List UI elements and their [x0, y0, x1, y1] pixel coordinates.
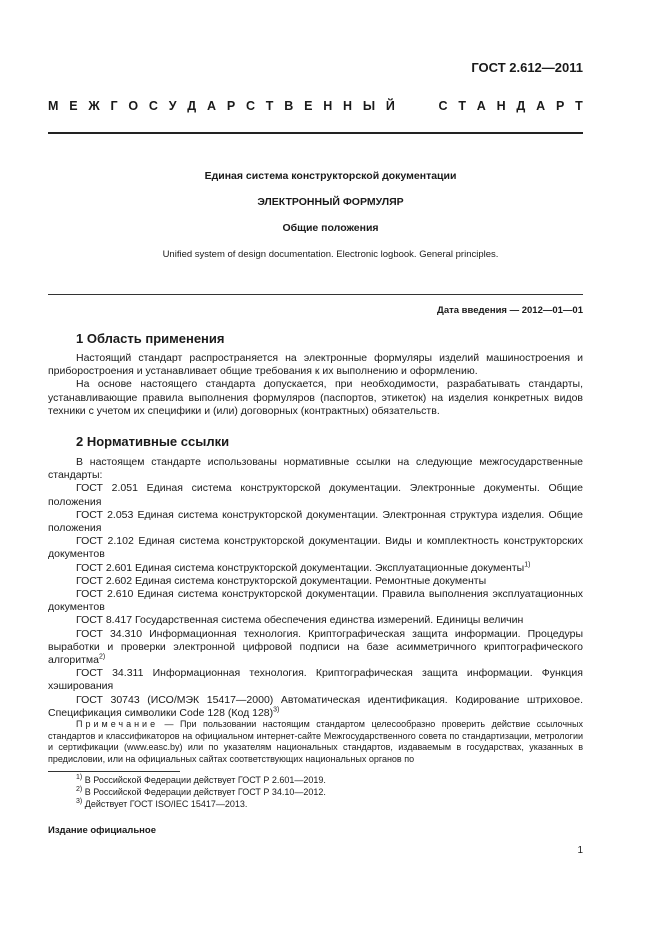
effective-date: Дата введения — 2012—01—01	[437, 305, 583, 316]
category-letter: У	[168, 99, 177, 113]
category-letter: Й	[385, 99, 395, 113]
category-letter: Г	[110, 99, 118, 113]
document-number: ГОСТ 2.612—2011	[471, 60, 583, 75]
note-label: Примечание	[76, 719, 159, 729]
edition-label: Издание официальное	[48, 825, 156, 836]
category-letter: С	[148, 99, 158, 113]
category-letter: Д	[516, 99, 526, 113]
category-letter: А	[476, 99, 486, 113]
english-title: Unified system of design documentation. Electronic logbook. General principles.	[162, 249, 499, 260]
category-letter: М	[48, 99, 59, 113]
category-letter: Н	[323, 99, 333, 113]
header-divider	[48, 132, 583, 134]
category-letter: Д	[187, 99, 197, 113]
reference-item: ГОСТ 2.610 Единая система конструкторской документации. Правила выполнения эксплуатационных документов	[48, 588, 583, 614]
reference-item: ГОСТ 30743 (ИСО/МЭК 15417—2000) Автоматическая идентификация. Кодирование штриховое. Спецификация символики Code 128 (Код 128)$^{3)}$	[48, 693, 583, 719]
reference-item: ГОСТ 2.051 Единая система конструкторской документации. Электронные документы. Общие положения	[48, 482, 583, 508]
reference-item: ГОСТ 2.102 Единая система конструкторской документации. Виды и комплектность конструкторских документов	[48, 535, 583, 561]
page-number: 1	[577, 845, 583, 856]
category-letter: А	[536, 99, 546, 113]
paragraph: В настоящем стандарте использованы нормативные ссылки на следующие межгосударственные стандарты:	[48, 456, 583, 482]
reference-item: ГОСТ 2.602 Единая система конструкторской документации. Ремонтные документы	[76, 574, 487, 587]
footnote: $^{3)}$ Действует ГОСТ ISO/IEC 15417—2013.	[76, 798, 248, 809]
reference-item: ГОСТ 34.311 Информационная технология. Криптографическая защита информации. Функция хэширования	[48, 667, 583, 693]
footnote-ref: 3)	[273, 706, 280, 714]
section-1-body	[48, 352, 583, 418]
footnote-ref: 2)	[98, 653, 106, 661]
standard-category	[48, 99, 583, 113]
paragraph: На основе настоящего стандарта допускается, при необходимости, разрабатывать стандарты, устанавливающие правила выполнения формуляров (паспортов, этикеток) на изделия конкретных видов техники с учетом их специфики и (или) договорных (контрактных) обязательств.	[48, 378, 583, 417]
category-letter: Т	[458, 99, 466, 113]
category-letter: Н	[343, 99, 353, 113]
section-1-heading: 1 Область применения	[76, 331, 225, 346]
system-title: Единая система конструкторской документации	[204, 170, 457, 182]
category-letter: Ж	[88, 99, 100, 113]
note	[48, 719, 583, 765]
reference-item: ГОСТ 2.053 Единая система конструкторской документации. Электронная структура изделия. Общие положения	[48, 508, 583, 535]
note-text: — При пользовании настоящим стандартом целесообразно проверить действие ссылочных стандартов и классификаторов на официальном интернет-сайте Межгосударственного совета по стандартизации, метрологии и сертификации (www.easc.by) или по указателям национальных стандартов, издаваемым в государствах, указанных в предисловии, или на официальных сайтах соответствующих национальных органов по	[48, 719, 583, 764]
category-letter: О	[128, 99, 139, 113]
reference-item: ГОСТ 2.601 Единая система конструкторской документации. Эксплуатационные документы$^{1)}$	[76, 561, 531, 574]
category-word-gap	[406, 99, 428, 113]
paragraph: Настоящий стандарт распространяется на электронные формуляры изделий машиностроения и приборостроения и устанавливает общие требования к их выполнению и оформлению.	[48, 352, 583, 378]
footnote-divider	[48, 771, 180, 772]
category-letter: С	[438, 99, 448, 113]
category-letter: Н	[496, 99, 506, 113]
document-title: ЭЛЕКТРОННЫЙ ФОРМУЛЯР	[257, 196, 404, 208]
title-divider	[48, 294, 583, 295]
reference-item: ГОСТ 34.310 Информационная технология. Криптографическая защита информации. Процедуры выработки и проверки электронной цифровой подписи на базе асимметричного криптографического алгоритма$^{2)}$	[48, 627, 583, 667]
category-letter: В	[284, 99, 294, 113]
footnote-ref: 1)	[524, 561, 531, 569]
reference-item: ГОСТ 8.417 Государственная система обеспечения единства измерений. Единицы величин	[76, 614, 524, 627]
category-letter: Т	[265, 99, 274, 113]
category-letter: Ы	[362, 99, 376, 113]
category-letter: С	[245, 99, 255, 113]
footnote: $^{2)}$ В Российской Федерации действует ГОСТ Р 34.10—2012.	[76, 786, 326, 797]
category-letter: Р	[555, 99, 565, 113]
section-2-heading: 2 Нормативные ссылки	[76, 434, 230, 449]
category-letter: А	[207, 99, 217, 113]
category-letter: Е	[69, 99, 78, 113]
category-letter: Р	[226, 99, 236, 113]
document-subtitle: Общие положения	[282, 222, 379, 234]
section-2-body	[48, 456, 583, 720]
category-letter: Е	[304, 99, 313, 113]
category-letter: Т	[575, 99, 583, 113]
footnote: $^{1)}$ В Российской Федерации действует ГОСТ Р 2.601—2019.	[76, 774, 326, 785]
